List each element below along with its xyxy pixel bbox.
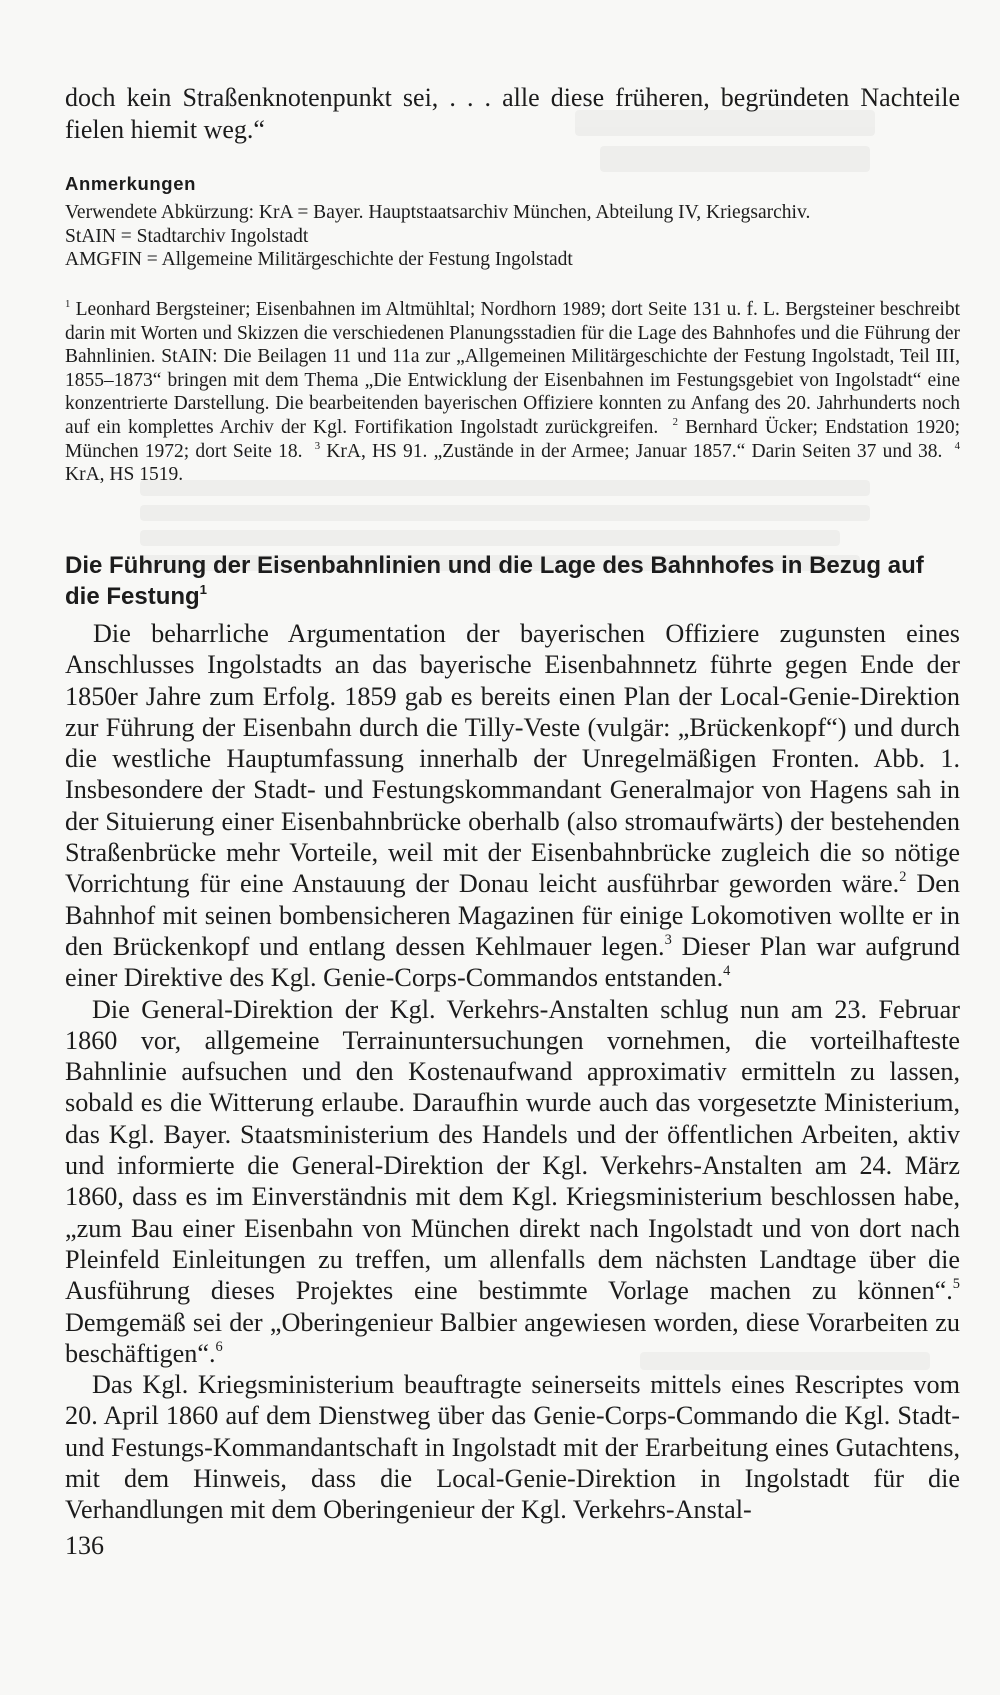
abbreviation-line: AMGFIN = Allgemeine Militärgeschichte der Festung Ingolstadt bbox=[65, 249, 573, 270]
body-text bbox=[65, 618, 960, 1526]
notes-heading: Anmerkungen bbox=[65, 173, 196, 194]
footnote-marker: 1 bbox=[65, 297, 71, 310]
paragraph bbox=[65, 994, 960, 1370]
footnote-marker: 4 bbox=[954, 439, 961, 452]
footnotes-block bbox=[65, 298, 960, 487]
sentence: Den Bahnhof mit seinen bombensicheren Magazinen für einige Lokomotiven wollte er in den Brückenkopf und entlang dessen Kehlmauer legen. bbox=[65, 869, 960, 961]
footnote-text: Bernhard Ücker; Endstation 1920; München 1972; dort Seite 18. bbox=[65, 416, 961, 462]
carry-over-paragraph: doch kein Straßenknotenpunkt sei, . . . alle diese früheren, begründeten Nachteile fielen hiemit weg.“ bbox=[65, 83, 960, 144]
abbreviation-line: Verwendete Abkürzung: KrA = Bayer. Hauptstaatsarchiv München, Abteilung IV, Kriegsarchiv. bbox=[65, 202, 811, 223]
sentence: Die General-Direktion der Kgl. Verkehrs-Anstalten schlug nun am 23. Februar 1860 vor, allgemeine Terrainuntersuchungen vornehmen, die vorteilhafteste Bahnlinie aufsuchen und den Kostenaufwand approximativ ermitteln zu lassen, sobald es die Witterung erlaube. Daraufhin wurde auch das vorgesetzte Ministerium, das Kgl. Bayer. Staatsministerium des Handels und der öffentlichen Arbeiten, aktiv und informierte die General-Direktion der Kgl. Verkehrs-Anstalten am 24. März 1860, dass es im Einverständnis mit dem Kgl. Kriegsministerium beschlossen habe, „zum Bau einer Eisenbahn von München direkt nach Ingolstadt und von dort nach Pleinfeld Einleitungen zu treffen, um allenfalls dem nächsten Landtage über die Ausführung dieses Projektes eine bestimmte Vorlage machen zu können“. bbox=[65, 994, 960, 1306]
footnote-reference: 5 bbox=[952, 1276, 960, 1293]
page-number: 136 bbox=[65, 1531, 104, 1560]
abbreviation-list bbox=[65, 201, 960, 272]
paragraph bbox=[65, 618, 960, 994]
footnote-reference: 4 bbox=[723, 963, 731, 980]
paragraph bbox=[65, 1369, 960, 1525]
footnote-marker: 2 bbox=[672, 415, 678, 428]
sentence: Das Kgl. Kriegsministerium beauftragte seinerseits mittels eines Rescriptes vom 20. April 1860 auf dem Dienstweg über das Genie-Corps-Commando die Kgl. Stadt- und Festungs-Kommandantschaft in Ingolstadt mit der Erarbeitung eines Gutachtens, mit dem Hinweis, dass die Local-Genie-Direktion in Ingolstadt für die Verhandlungen mit dem Oberingenieur der Kgl. Verkehrs-Anstal- bbox=[65, 1370, 960, 1525]
abbreviation-line: StAIN = Stadtarchiv Ingolstadt bbox=[65, 225, 309, 247]
footnote-reference: 1 bbox=[199, 582, 208, 598]
footnote-marker: 3 bbox=[314, 439, 321, 452]
footnote-text: KrA, HS 91. „Zustände in der Armee; Januar 1857.“ Darin Seiten 37 und 38. bbox=[326, 440, 943, 462]
section-heading-text: Die Führung der Eisenbahnlinien und die Lage des Bahnhofes in Bezug auf die Festung bbox=[65, 552, 924, 610]
section-heading bbox=[65, 550, 960, 612]
sentence: Die beharrliche Argumentation der bayerischen Offiziere zugunsten eines Anschlusses Ingolstadts an das bayerische Eisenbahnnetz führte gegen Ende der 1850er Jahre zum Erfolg. 1859 gab es bereits einen Plan der Local-Genie-Direktion zur Führung der Eisenbahn durch die Tilly-Veste (vulgär: „Brückenkopf“) und durch die westliche Hauptumfassung innerhalb der Unregelmäßigen Fronten. Abb. 1. Insbesondere der Stadt- und Festungskommandant Generalmajor von Hagens sah in der Situierung einer Eisenbahnbrücke oberhalb (also stromaufwärts) der bestehenden Straßenbrücke mehr Vorteile, weil mit der Eisenbahnbrücke zugleich die so nötige Vorrichtung für eine Anstauung der Donau leicht ausführbar geworden wäre. bbox=[65, 619, 960, 899]
footnote-reference: 2 bbox=[899, 869, 907, 886]
footnote-text: Leonhard Bergsteiner; Eisenbahnen im Altmühltal; Nordhorn 1989; dort Seite 131 u. f. L. Bergsteiner beschreibt darin mit Worten und Skizzen die verschiedenen Planungsstadien für die Lage des Bahnhofes und die Führung der Bahnlinien. StAIN: Die Beilagen 11 und 11a zur „Allgemeinen Militärgeschichte der Festung Ingolstadt, Teil III, 1855–1873“ bringen mit dem Thema „Die Entwicklung der Eisenbahnen im Festungsgebiet von Ingolstadt“ eine konzentrierte Darstellung. Die bearbeitenden bayerischen Offiziere konnten zu Anfang des 20. Jahrhunderts noch auf ein komplettes Archiv der Kgl. Fortifikation Ingolstadt zurückgreifen. bbox=[65, 299, 960, 438]
footnote-text: KrA, HS 1519. bbox=[65, 464, 184, 486]
sentence: Dieser Plan war aufgrund einer Direktive des Kgl. Genie-Corps-Commandos entstanden. bbox=[65, 931, 960, 993]
footnote-reference: 3 bbox=[664, 932, 672, 949]
footnote-reference: 6 bbox=[215, 1339, 223, 1356]
sentence: Demgemäß sei der „Oberingenieur Balbier angewiesen worden, diese Vorarbeiten zu beschäftigen“. bbox=[65, 1307, 960, 1368]
